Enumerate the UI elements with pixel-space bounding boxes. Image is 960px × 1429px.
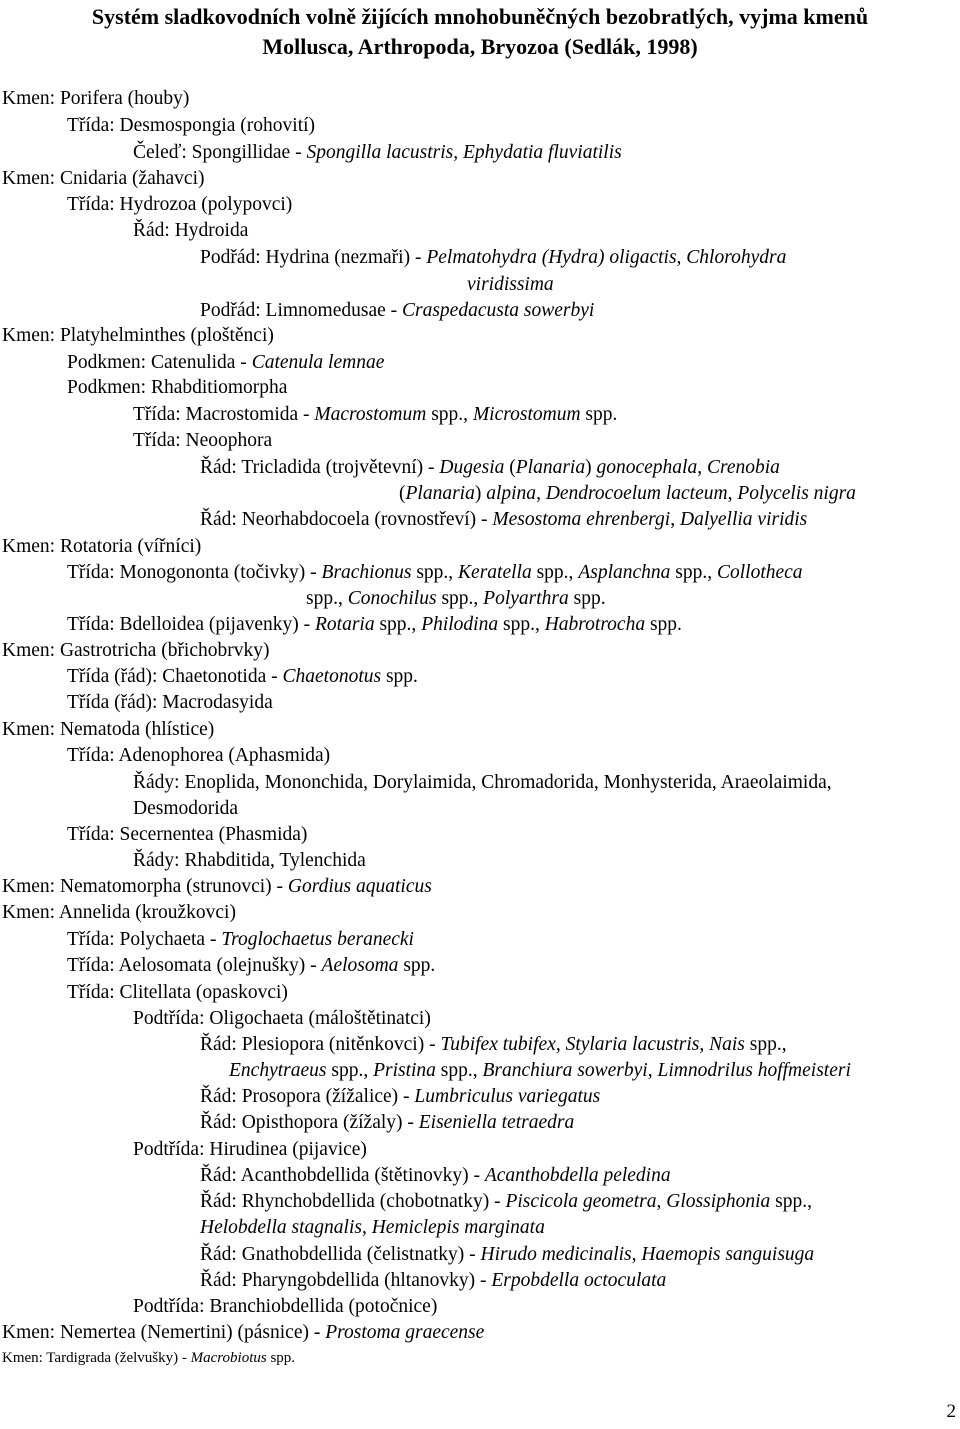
taxonomy-line	[133, 1137, 367, 1163]
line-text: Třída: Neoophora	[133, 430, 273, 451]
line-text: Třída: Hydrozoa (polypovci)	[67, 194, 293, 215]
taxon-name-italic: viridissima	[467, 274, 554, 295]
line-text: Třída: Secernentea (Phasmida)	[67, 824, 308, 845]
line-text: Kmen: Gastrotricha (břichobrvky)	[2, 640, 270, 661]
taxonomy-line	[133, 848, 366, 874]
line-text: Kmen: Porifera (houby)	[2, 88, 190, 109]
taxon-name-italic: Macrostomum	[314, 404, 427, 425]
taxonomy-line	[2, 166, 205, 192]
line-text: )	[474, 483, 487, 504]
taxon-name-italic: Dalyellia viridis	[679, 509, 808, 530]
line-text: ,	[656, 1191, 667, 1212]
line-text: Kmen: Cnidaria (žahavci)	[2, 168, 205, 189]
taxonomy-line	[133, 218, 248, 244]
taxon-name-italic: Spongilla lacustris, Ephydatia fluviatilis	[306, 142, 622, 163]
taxon-name-italic: Gordius aquaticus	[287, 876, 432, 897]
line-text: Kmen: Rotatoria (vířníci)	[2, 536, 202, 557]
line-text: Kmen: Platyhelminthes (ploštěnci)	[2, 325, 274, 346]
line-text: spp.	[381, 666, 418, 687]
line-text: ,	[536, 483, 546, 504]
taxonomy-line	[200, 1268, 666, 1294]
taxonomy-line	[67, 743, 330, 769]
taxonomy-line	[2, 323, 274, 349]
taxonomy-line	[2, 717, 214, 743]
taxon-name-italic: Microstomum	[472, 404, 581, 425]
taxonomy-line	[67, 822, 307, 848]
line-text: Čeleď: Spongillidae -	[133, 142, 307, 163]
line-text: Řády: Enoplida, Mononchida, Dorylaimida, Chromadorida, Monhysterida, Araeolaimida,	[133, 772, 832, 793]
line-text: Podtřída: Hirudinea (pijavice)	[133, 1139, 367, 1160]
taxonomy-line	[467, 272, 554, 298]
taxon-name-italic: Glossiphonia	[666, 1191, 771, 1212]
taxon-name-italic: Stylaria lacustris	[565, 1034, 700, 1055]
taxonomy-line	[2, 874, 432, 900]
line-text: spp.,	[436, 588, 484, 609]
line-text: Řád: Tricladida (trojvětevní) -	[200, 457, 440, 478]
taxon-name-italic: alpina	[486, 483, 537, 504]
line-text: Řád: Hydroida	[133, 220, 249, 241]
line-text: spp.,	[744, 1034, 787, 1055]
taxon-name-italic: Planaria	[405, 483, 475, 504]
taxon-name-italic: Dugesia	[439, 457, 505, 478]
line-text: spp.,	[670, 562, 717, 583]
line-text: spp.,	[326, 1060, 374, 1081]
taxonomy-line	[2, 1348, 295, 1368]
taxon-name-italic: Asplanchna	[578, 562, 671, 583]
taxon-name-italic: Rotaria	[315, 614, 375, 635]
taxonomy-line	[200, 298, 594, 324]
line-text: Řád: Acanthobdellida (štětinovky) -	[200, 1165, 485, 1186]
taxon-name-italic: gonocephala	[596, 457, 698, 478]
taxonomy-line	[67, 690, 273, 716]
line-text: Podkmen: Catenulida -	[67, 352, 252, 373]
line-text: Řád: Gnathobdellida (čelistnatky) -	[200, 1244, 481, 1265]
taxonomy-line	[133, 402, 617, 428]
line-text: Třída: Adenophorea (Aphasmida)	[67, 745, 331, 766]
taxon-name-italic: Catenula lemnae	[251, 352, 385, 373]
taxon-name-italic: Helobdella stagnalis	[200, 1217, 362, 1238]
line-text: ,	[555, 1034, 566, 1055]
taxon-name-italic: Branchiura sowerbyi	[482, 1060, 648, 1081]
taxonomy-line	[200, 1189, 812, 1215]
taxonomy-line	[67, 927, 414, 953]
line-text: Podřád: Hydrina (nezmaři) -	[200, 247, 427, 268]
line-text: Kmen: Tardigrada (želvušky) -	[2, 1350, 191, 1366]
taxonomy-line	[200, 245, 786, 271]
line-text: Řád: Neorhabdocoela (rovnostřeví) -	[200, 509, 493, 530]
taxon-name-italic: Crenobia	[706, 457, 780, 478]
line-text: )	[585, 457, 597, 478]
taxon-name-italic: Conochilus	[347, 588, 437, 609]
taxon-name-italic: Aelosoma	[321, 955, 399, 976]
line-text: Řád: Pharyngobdellida (hltanovky) -	[200, 1270, 492, 1291]
page-title	[0, 2, 960, 62]
line-text: Třída: Polychaeta -	[67, 929, 222, 950]
taxonomy-line	[2, 638, 270, 664]
line-text: spp.	[568, 588, 606, 609]
taxon-name-italic: Polyarthra	[483, 588, 569, 609]
taxon-name-italic: Lumbriculus variegatus	[414, 1086, 601, 1107]
line-text: Třída: Aelosomata (olejnušky) -	[67, 955, 322, 976]
taxon-name-italic: Troglochaetus beranecki	[221, 929, 414, 950]
line-text: (	[399, 483, 406, 504]
taxonomy-line	[67, 113, 315, 139]
taxon-name-italic: Eiseniella tetraedra	[418, 1112, 575, 1133]
taxonomy-line	[133, 770, 832, 796]
taxon-name-italic: Tubifex tubifex	[440, 1034, 556, 1055]
taxon-name-italic: Mesostoma ehrenbergi	[492, 509, 671, 530]
taxonomy-line	[2, 1320, 484, 1346]
taxon-name-italic: Prostoma graecense	[325, 1322, 485, 1343]
taxonomy-line	[200, 1163, 671, 1189]
line-text: spp.	[266, 1350, 296, 1366]
line-text: Podkmen: Rhabditiomorpha	[67, 377, 288, 398]
taxon-name-italic: Pelmatohydra (Hydra) oligactis, Chlorohydra	[426, 247, 787, 268]
taxon-name-italic: Polycelis nigra	[737, 483, 856, 504]
taxon-name-italic: Haemopis sanguisuga	[641, 1244, 815, 1265]
line-text: spp.	[398, 955, 436, 976]
title-line-1: Systém sladkovodních volně žijících mnohobuněčných bezobratlých, vyjma kmenů	[91, 4, 869, 29]
taxonomy-line	[200, 1032, 787, 1058]
taxonomy-line	[306, 586, 606, 612]
line-text: Třída (řád): Macrodasyida	[67, 692, 273, 713]
line-text: (	[504, 457, 516, 478]
taxonomy-line	[133, 1006, 431, 1032]
taxon-name-italic: Macrobiotus	[190, 1350, 267, 1366]
taxon-name-italic: Hemiclepis marginata	[371, 1217, 545, 1238]
line-text: Třída (řád): Chaetonotida -	[67, 666, 283, 687]
taxonomy-line	[229, 1058, 851, 1084]
taxon-name-italic: Philodina	[421, 614, 499, 635]
taxonomy-line	[133, 1294, 437, 1320]
line-text: spp.,	[498, 614, 545, 635]
line-text: ,	[631, 1244, 642, 1265]
taxonomy-line	[2, 86, 189, 112]
line-text: Podtřída: Branchiobdellida (potočnice)	[133, 1296, 438, 1317]
taxonomy-line	[67, 192, 292, 218]
taxon-name-italic: Hirudo medicinalis	[480, 1244, 632, 1265]
line-text: ,	[699, 1034, 710, 1055]
taxonomy-line	[133, 796, 238, 822]
line-text: spp.,	[374, 614, 422, 635]
line-text: spp.,	[435, 1060, 483, 1081]
taxonomy-line	[2, 534, 201, 560]
line-text: ,	[647, 1060, 658, 1081]
line-text: spp.,	[770, 1191, 813, 1212]
taxonomy-line	[200, 1110, 574, 1136]
line-text: spp.	[580, 404, 618, 425]
line-text: ,	[670, 509, 680, 530]
taxonomy-line	[200, 455, 780, 481]
taxon-name-italic: Collotheca	[716, 562, 803, 583]
taxon-name-italic: Habrotrocha	[544, 614, 646, 635]
taxonomy-line	[133, 428, 272, 454]
line-text: Řád: Rhynchobdellida (chobotnatky) -	[200, 1191, 506, 1212]
taxonomy-line	[2, 900, 236, 926]
line-text: Třída: Clitellata (opaskovci)	[67, 982, 288, 1003]
taxon-name-italic: Brachionus	[321, 562, 412, 583]
line-text: ,	[697, 457, 707, 478]
taxon-name-italic: Limnodrilus hoffmeisteri	[657, 1060, 851, 1081]
taxon-name-italic: Enchytraeus	[229, 1060, 327, 1081]
line-text: Kmen: Nemertea (Nemertini) (pásnice) -	[2, 1322, 326, 1343]
taxon-name-italic: Nais	[709, 1034, 745, 1055]
line-text: Třída: Bdelloidea (pijavenky) -	[67, 614, 315, 635]
line-text: Třída: Monogononta (točivky) -	[67, 562, 322, 583]
taxon-name-italic: Keratella	[458, 562, 532, 583]
taxonomy-line	[200, 507, 807, 533]
taxonomy-line	[67, 560, 803, 586]
line-text: Třída: Macrostomida -	[133, 404, 315, 425]
taxon-name-italic: Erpobdella octoculata	[491, 1270, 667, 1291]
taxonomy-line	[133, 140, 622, 166]
line-text: Řád: Opisthopora (žížaly) -	[200, 1112, 419, 1133]
taxon-name-italic: Piscicola geometra	[505, 1191, 657, 1212]
taxonomy-line	[67, 375, 287, 401]
line-text: spp.,	[426, 404, 473, 425]
line-text: ,	[727, 483, 738, 504]
page-number: 2	[946, 1401, 956, 1422]
taxon-name-italic: Pristina	[373, 1060, 436, 1081]
line-text: ,	[361, 1217, 372, 1238]
line-text: Řád: Plesiopora (nitěnkovci) -	[200, 1034, 441, 1055]
line-text: Desmodorida	[133, 798, 239, 819]
line-text: Kmen: Annelida (kroužkovci)	[2, 902, 236, 923]
line-text: Řády: Rhabditida, Tylenchida	[133, 850, 366, 871]
taxon-name-italic: Acanthobdella peledina	[484, 1165, 671, 1186]
line-text: Kmen: Nematoda (hlístice)	[2, 719, 215, 740]
taxonomy-line	[399, 481, 856, 507]
taxonomy-line	[67, 664, 418, 690]
line-text: Podtřída: Oligochaeta (máloštětinatci)	[133, 1008, 431, 1029]
line-text: spp.,	[306, 588, 348, 609]
line-text: Třída: Desmospongia (rohovití)	[67, 115, 316, 136]
taxonomy-line	[67, 980, 288, 1006]
line-text: Řád: Prosopora (žížalice) -	[200, 1086, 415, 1107]
line-text: spp.	[645, 614, 682, 635]
title-line-2: Mollusca, Arthropoda, Bryozoa (Sedlák, 1998)	[262, 34, 698, 59]
taxon-name-italic: Dendrocoelum lacteum	[545, 483, 728, 504]
taxonomy-line	[200, 1215, 545, 1241]
line-text: spp.,	[531, 562, 579, 583]
taxonomy-line	[200, 1084, 600, 1110]
taxon-name-italic: Craspedacusta sowerbyi	[402, 300, 595, 321]
taxonomy-line	[67, 953, 435, 979]
taxonomy-line	[200, 1242, 814, 1268]
line-text: spp.,	[411, 562, 459, 583]
taxonomy-line	[67, 612, 682, 638]
line-text: Kmen: Nematomorpha (strunovci) -	[2, 876, 288, 897]
taxon-name-italic: Planaria	[515, 457, 586, 478]
taxon-name-italic: Chaetonotus	[282, 666, 382, 687]
taxonomy-line	[67, 350, 384, 376]
line-text: Podřád: Limnomedusae -	[200, 300, 402, 321]
